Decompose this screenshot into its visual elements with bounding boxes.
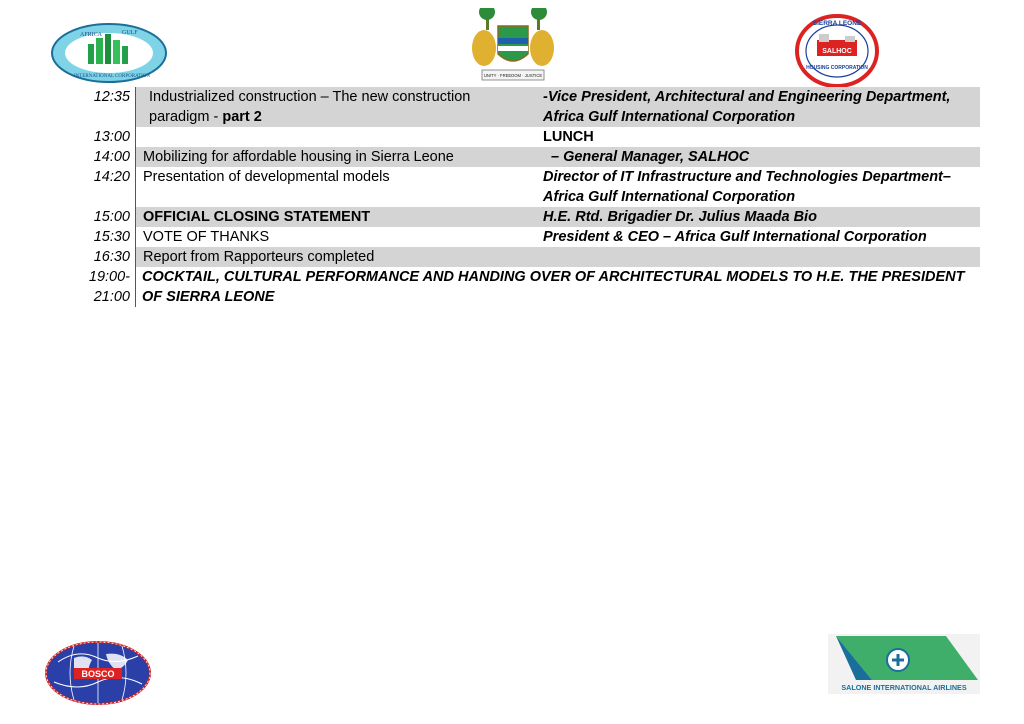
agenda-speaker: H.E. Rtd. Brigadier Dr. Julius Maada Bio bbox=[537, 207, 980, 227]
agenda-speaker: -Vice President, Architectural and Engineering Department, Africa Gulf International Corporation bbox=[537, 87, 980, 127]
agenda-row bbox=[80, 247, 980, 267]
agenda-speaker: Director of IT Infrastructure and Technologies Department– Africa Gulf International Corporation bbox=[543, 169, 951, 205]
svg-text:SIERRA LEONE: SIERRA LEONE bbox=[812, 20, 862, 27]
svg-text:AFRICA: AFRICA bbox=[80, 32, 103, 38]
agenda-item: VOTE OF THANKS bbox=[143, 229, 270, 245]
svg-text:HOUSING CORPORATION: HOUSING CORPORATION bbox=[806, 65, 868, 71]
agenda-item: OFFICIAL CLOSING STATEMENT bbox=[136, 207, 538, 227]
agenda-row bbox=[80, 267, 980, 307]
salone-airlines-logo bbox=[828, 634, 980, 694]
salhoc-logo bbox=[795, 14, 879, 88]
svg-text:BOSCO: BOSCO bbox=[81, 669, 115, 679]
agenda-row bbox=[80, 87, 980, 127]
agenda-row bbox=[80, 207, 980, 227]
svg-text:SALHOC: SALHOC bbox=[822, 48, 852, 55]
agenda-time: 12:35 bbox=[80, 87, 136, 127]
agenda-row bbox=[80, 147, 980, 167]
svg-text:UNITY · FREEDOM · JUSTICE: UNITY · FREEDOM · JUSTICE bbox=[483, 73, 543, 78]
agenda-row bbox=[80, 167, 980, 207]
agenda-time: 14:20 bbox=[80, 167, 136, 207]
agenda-speaker: – General Manager, SALHOC bbox=[537, 147, 980, 167]
agenda-time: 15:00 bbox=[80, 207, 136, 227]
agenda-row bbox=[80, 127, 980, 147]
agenda-item: Report from Rapporteurs completed bbox=[136, 247, 538, 267]
agenda-time: 13:00 bbox=[80, 127, 136, 147]
agenda-table bbox=[80, 87, 980, 307]
svg-text:GULF: GULF bbox=[122, 30, 138, 36]
africa-gulf-logo bbox=[50, 22, 168, 84]
svg-text:INTERNATIONAL CORPORATION: INTERNATIONAL CORPORATION bbox=[74, 74, 151, 79]
agenda-item: Presentation of developmental models bbox=[143, 169, 390, 185]
agenda-time: 16:30 bbox=[80, 247, 136, 267]
agenda-item: Mobilizing for affordable housing in Sierra Leone bbox=[136, 147, 538, 167]
agenda-speaker: President & CEO – Africa Gulf International Corporation bbox=[543, 229, 927, 245]
svg-text:SALONE INTERNATIONAL AIRLINES: SALONE INTERNATIONAL AIRLINES bbox=[841, 683, 967, 692]
agenda-item: Industrialized construction – The new construction paradigm - part 2 bbox=[136, 87, 538, 127]
globe-logo bbox=[44, 640, 152, 706]
agenda-item: COCKTAIL, CULTURAL PERFORMANCE AND HANDING OVER OF ARCHITECTURAL MODELS TO H.E. THE PRESIDENT OF SIERRA LEONE bbox=[142, 269, 965, 305]
lunch-break: LUNCH bbox=[543, 129, 594, 145]
sierra-leone-coat-of-arms bbox=[468, 8, 558, 84]
agenda-time: 19:00- 21:00 bbox=[80, 267, 136, 307]
agenda-row bbox=[80, 227, 980, 247]
agenda-time: 15:30 bbox=[80, 227, 136, 247]
agenda-time: 14:00 bbox=[80, 147, 136, 167]
